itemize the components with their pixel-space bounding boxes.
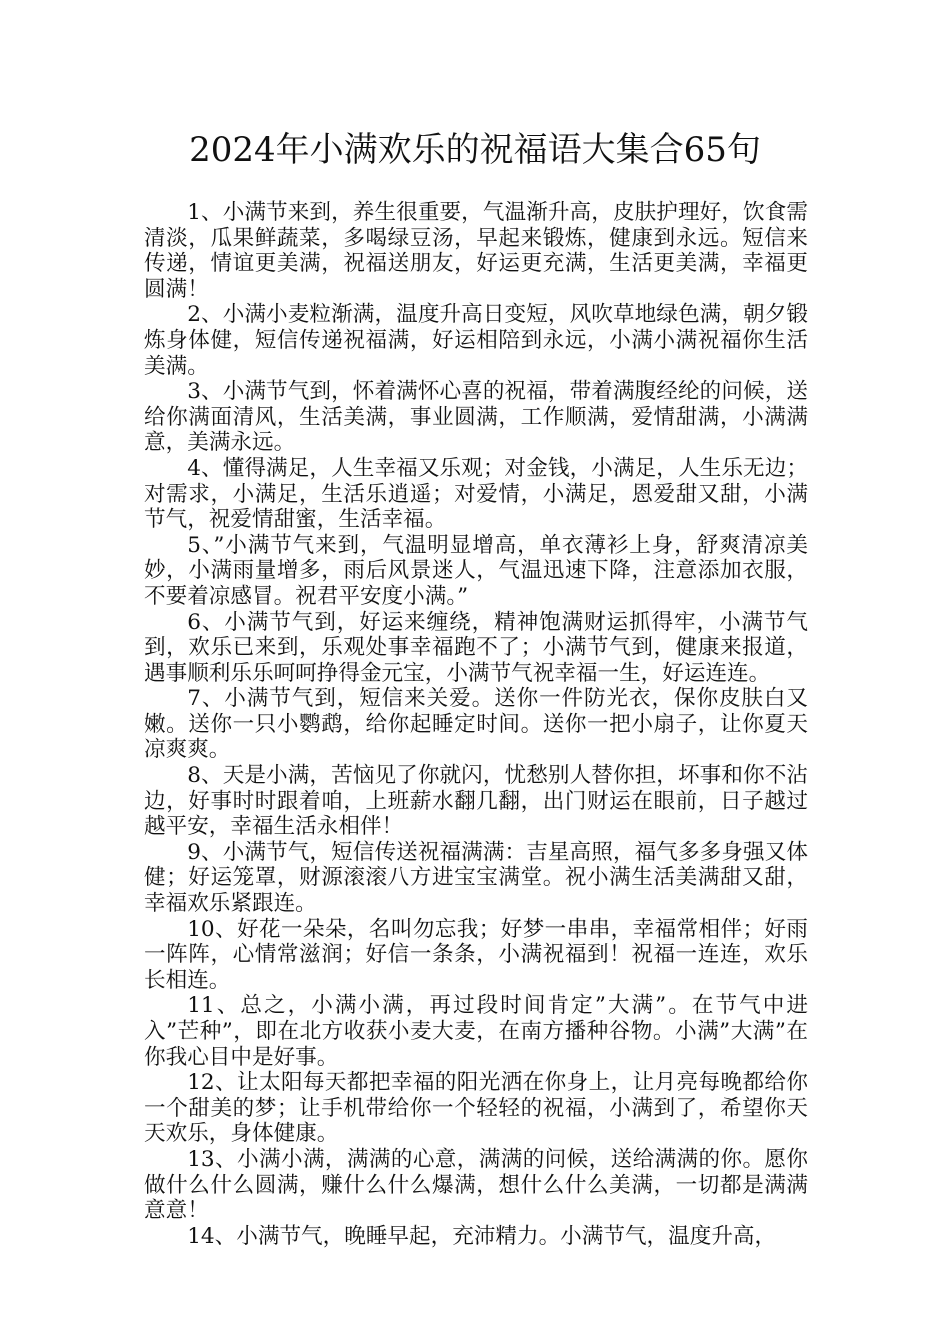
paragraph-4: 4、懂得满足，人生幸福又乐观；对金钱，小满足，人生乐无边；对需求，小满足，生活乐逍遥；对爱情，小满足，恩爱甜又甜，小满节气，祝爱情甜蜜，生活幸福。 (144, 455, 808, 533)
paragraph-2: 2、小满小麦粒渐满，温度升高日变短，风吹草地绿色满，朝夕锻炼身体健，短信传递祝福满，好运相陪到永远，小满小满祝福你生活美满。 (144, 302, 808, 379)
document-body (144, 200, 808, 1249)
paragraph-6: 6、小满节气到，好运来缠绕，精神饱满财运抓得牢，小满节气到，欢乐已来到，乐观处事幸福跑不了；小满节气到，健康来报道，遇事顺利乐乐呵呵挣得金元宝，小满节气祝幸福一生，好运连连。 (144, 609, 808, 686)
paragraph-1: 1、小满节来到，养生很重要，气温渐升高，皮肤护理好，饮食需清淡，瓜果鲜蔬菜，多喝绿豆汤，早起来锻炼，健康到永远。短信来传递，情谊更美满，祝福送朋友，好运更充满，生活更美满，幸福更圆满！ (144, 200, 808, 302)
paragraph-13: 13、小满小满，满满的心意，满满的问候，送给满满的你。愿你做什么什么圆满，赚什么什么爆满，想什么什么美满，一切都是满满意意！ (144, 1146, 808, 1224)
paragraph-10: 10、好花一朵朵，名叫勿忘我；好梦一串串，幸福常相伴；好雨一阵阵，心情常滋润；好信一条条，小满祝福到！祝福一连连，欢乐长相连。 (144, 916, 808, 993)
paragraph-14: 14、小满节气，晚睡早起，充沛精力。小满节气，温度升高， (187, 1223, 777, 1249)
paragraph-8: 8、天是小满，苦恼见了你就闪，忧愁别人替你担，坏事和你不沾边，好事时时跟着咱，上班薪水翻几翻，出门财运在眼前，日子越过越平安，幸福生活永相伴！ (144, 763, 808, 840)
paragraph-11: 11、总之，小满小满，再过段时间肯定”大满”。在节气中进入”芒种”，即在北方收获小麦大麦，在南方播种谷物。小满”大满”在你我心目中是好事。 (144, 993, 808, 1070)
paragraph-9: 9、小满节气，短信传送祝福满满：吉星高照，福气多多身强又体健；好运笼罩，财源滚滚八方进宝宝满堂。祝小满生活美满甜又甜，幸福欢乐紧跟连。 (144, 839, 808, 917)
paragraph-7: 7、小满节气到，短信来关爱。送你一件防光衣，保你皮肤白又嫩。送你一只小鹦鹉，给你起睡定时间。送你一把小扇子，让你夏天凉爽爽。 (144, 686, 808, 763)
page-title: 2024年小满欢乐的祝福语大集合65句 (189, 130, 761, 170)
paragraph-5: 5、”小满节气来到，气温明显增高，单衣薄衫上身，舒爽清凉美妙，小满雨量增多，雨后风景迷人，气温迅速下降，注意添加衣服，不要着凉感冒。祝君平安度小满。” (144, 532, 808, 609)
paragraph-12: 12、让太阳每天都把幸福的阳光洒在你身上，让月亮每晚都给你一个甜美的梦；让手机带给你一个轻轻的祝福，小满到了，希望你天天欢乐，身体健康。 (144, 1070, 808, 1147)
paragraph-3: 3、小满节气到，怀着满怀心喜的祝福，带着满腹经纶的问候，送给你满面清风，生活美满，事业圆满，工作顺满，爱情甜满，小满满意，美满永远。 (144, 379, 808, 456)
